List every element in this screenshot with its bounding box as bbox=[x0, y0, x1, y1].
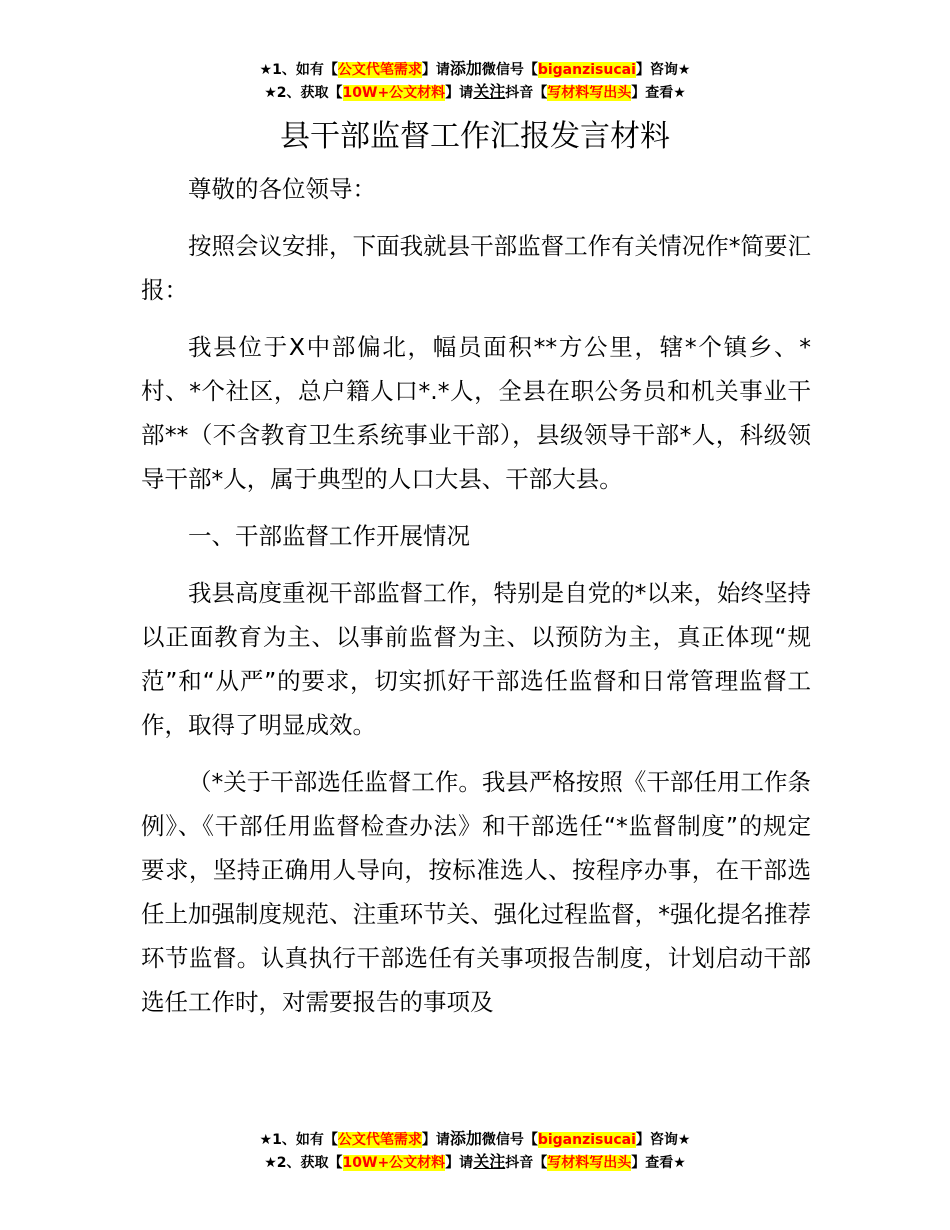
section-heading: 一、干部监督工作开展情况 bbox=[188, 522, 470, 550]
banner-text: 】请 bbox=[421, 62, 450, 78]
banner-emphasis: 添加 bbox=[449, 1129, 482, 1148]
banner-highlight: 10W+公文材料 bbox=[342, 85, 446, 101]
banner-highlight: biganzisucai bbox=[537, 62, 636, 78]
document-body bbox=[141, 167, 811, 1024]
banner-text: ★1、如有【 bbox=[259, 62, 338, 78]
banner-text: 】咨询★ bbox=[635, 1132, 691, 1148]
banner-text: ★2、获取【 bbox=[264, 85, 343, 101]
banner-text: 抖音【 bbox=[505, 85, 548, 101]
banner-text: 微信号【 bbox=[481, 62, 538, 78]
paragraph-selection-supervision: （*关于干部选任监督工作。我县严格按照《干部任用工作条例》、《干部任用监督检查办法》和干部选任“*监督制度”的规定要求，坚持正确用人导向，按标准选人、按程序办事，在干部选任上加强制度规范、注重环节关、强化过程监督，*强化提名推荐环节监督。认真执行干部选任有关事项报告制度，计划启动干部选任工作时，对需要报告的事项及 bbox=[141, 768, 811, 1016]
banner-text: 】查看★ bbox=[631, 85, 686, 101]
banner-text: ★2、获取【 bbox=[264, 1155, 343, 1171]
banner-emphasis: 关注 bbox=[473, 82, 506, 101]
paragraph-intro: 按照会议安排，下面我就县干部监督工作有关情况作*简要汇报： bbox=[141, 232, 811, 304]
paragraph-supervision-summary: 我县高度重视干部监督工作，特别是自党的*以来，始终坚持以正面教育为主、以事前监督为主、以预防为主，真正体现“规范”和“从严”的要求，切实抓好干部选任监督和日常管理监督工作，取得了明显成效。 bbox=[141, 579, 811, 739]
banner-highlight: 写材料写出头 bbox=[547, 85, 632, 101]
paragraph-salutation: 尊敬的各位领导： bbox=[188, 175, 376, 203]
banner-highlight: biganzisucai bbox=[537, 1132, 636, 1148]
banner-text: ★1、如有【 bbox=[259, 1132, 338, 1148]
banner-line-2 bbox=[0, 1151, 950, 1174]
paragraph-county-overview: 我县位于X中部偏北，幅员面积**方公里，辖*个镇乡、*村、*个社区，总户籍人口*.*人，全县在职公务员和机关事业干部**（不含教育卫生系统事业干部），县级领导干部*人，科级领导干部*人，属于典型的人口大县、干部大县。 bbox=[141, 333, 811, 493]
banner-highlight: 公文代笔需求 bbox=[337, 62, 422, 78]
banner-text: 抖音【 bbox=[505, 1155, 548, 1171]
banner-highlight: 公文代笔需求 bbox=[337, 1132, 422, 1148]
document-title: 县干部监督工作汇报发言材料 bbox=[280, 119, 670, 154]
banner-highlight: 写材料写出头 bbox=[547, 1155, 632, 1171]
banner-text: 微信号【 bbox=[481, 1132, 538, 1148]
banner-line-2 bbox=[0, 81, 950, 104]
banner-line-1 bbox=[0, 58, 950, 81]
banner-text: 】请 bbox=[421, 1132, 450, 1148]
banner-text: 】咨询★ bbox=[635, 62, 691, 78]
banner-highlight: 10W+公文材料 bbox=[342, 1155, 446, 1171]
banner-text: 】查看★ bbox=[631, 1155, 686, 1171]
banner-emphasis: 添加 bbox=[449, 59, 482, 78]
banner-line-1 bbox=[0, 1128, 950, 1151]
banner-emphasis: 关注 bbox=[473, 1152, 506, 1171]
banner-text: 】请 bbox=[445, 1155, 474, 1171]
header-banner bbox=[0, 58, 950, 104]
footer-banner bbox=[0, 1128, 950, 1174]
banner-text: 】请 bbox=[445, 85, 474, 101]
